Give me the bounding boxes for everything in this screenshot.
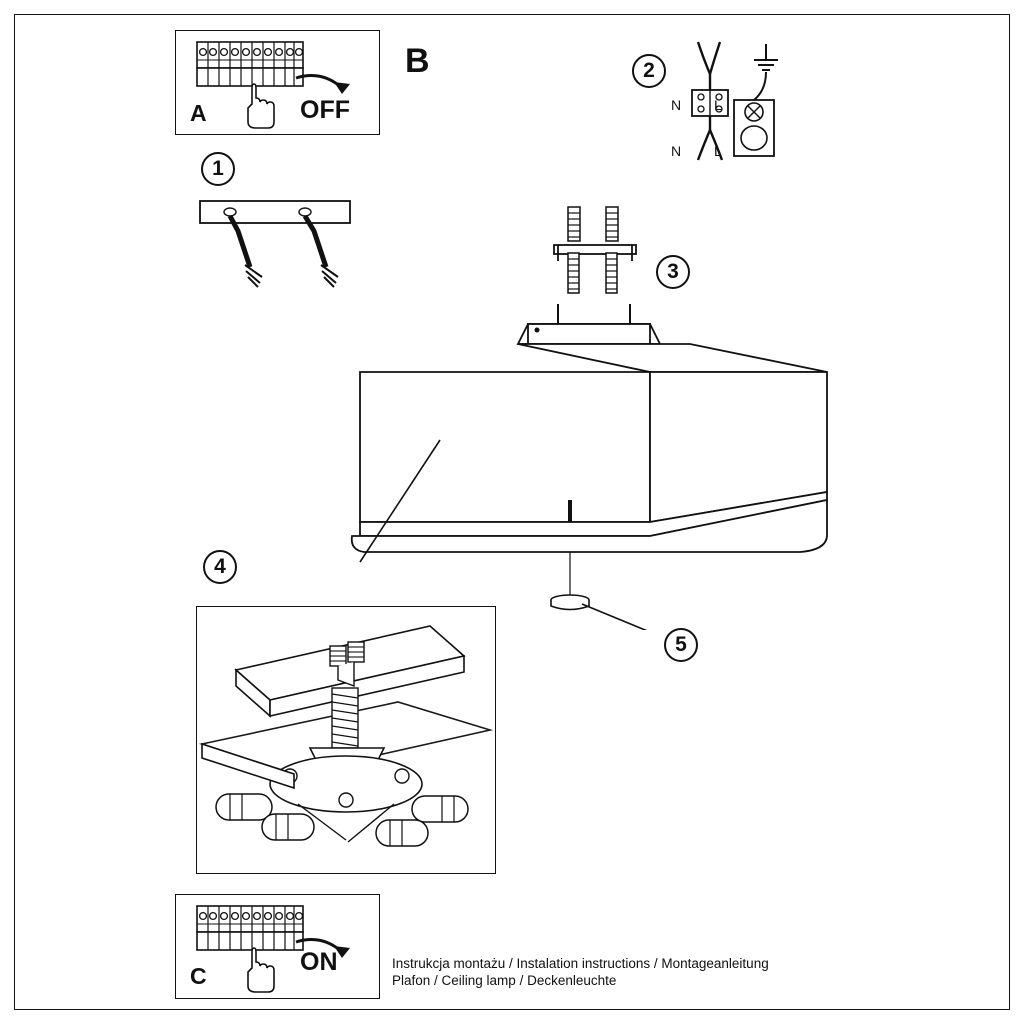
hand-pointer-on-icon xyxy=(238,942,286,994)
label-on: ON xyxy=(300,948,338,976)
step-marker-4: 4 xyxy=(203,550,237,584)
ceiling-lamp-illustration xyxy=(330,300,860,630)
wire-label-l-bottom: L xyxy=(714,143,722,159)
hand-pointer-icon xyxy=(238,78,286,130)
label-off: OFF xyxy=(300,96,350,124)
label-a: A xyxy=(190,100,207,126)
step-marker-2: 2 xyxy=(632,54,666,88)
detail-assembly-icon xyxy=(198,608,494,872)
mounting-bracket-icon xyxy=(190,195,370,310)
wire-label-n-bottom: N xyxy=(671,143,682,159)
step-marker-5: 5 xyxy=(664,628,698,662)
step-marker-1: 1 xyxy=(201,152,235,186)
wire-label-n-top: N xyxy=(671,97,682,113)
label-c: C xyxy=(190,963,207,989)
wiring-diagram-icon xyxy=(668,38,798,178)
label-b: B xyxy=(405,42,430,80)
footer-subtitle: Plafon / Ceiling lamp / Deckenleuchte xyxy=(392,973,617,988)
footer-title: Instrukcja montażu / Instalation instructions / Montageanleitung xyxy=(392,956,769,971)
step-marker-3: 3 xyxy=(656,255,690,289)
wire-label-l-top: L xyxy=(714,97,722,113)
